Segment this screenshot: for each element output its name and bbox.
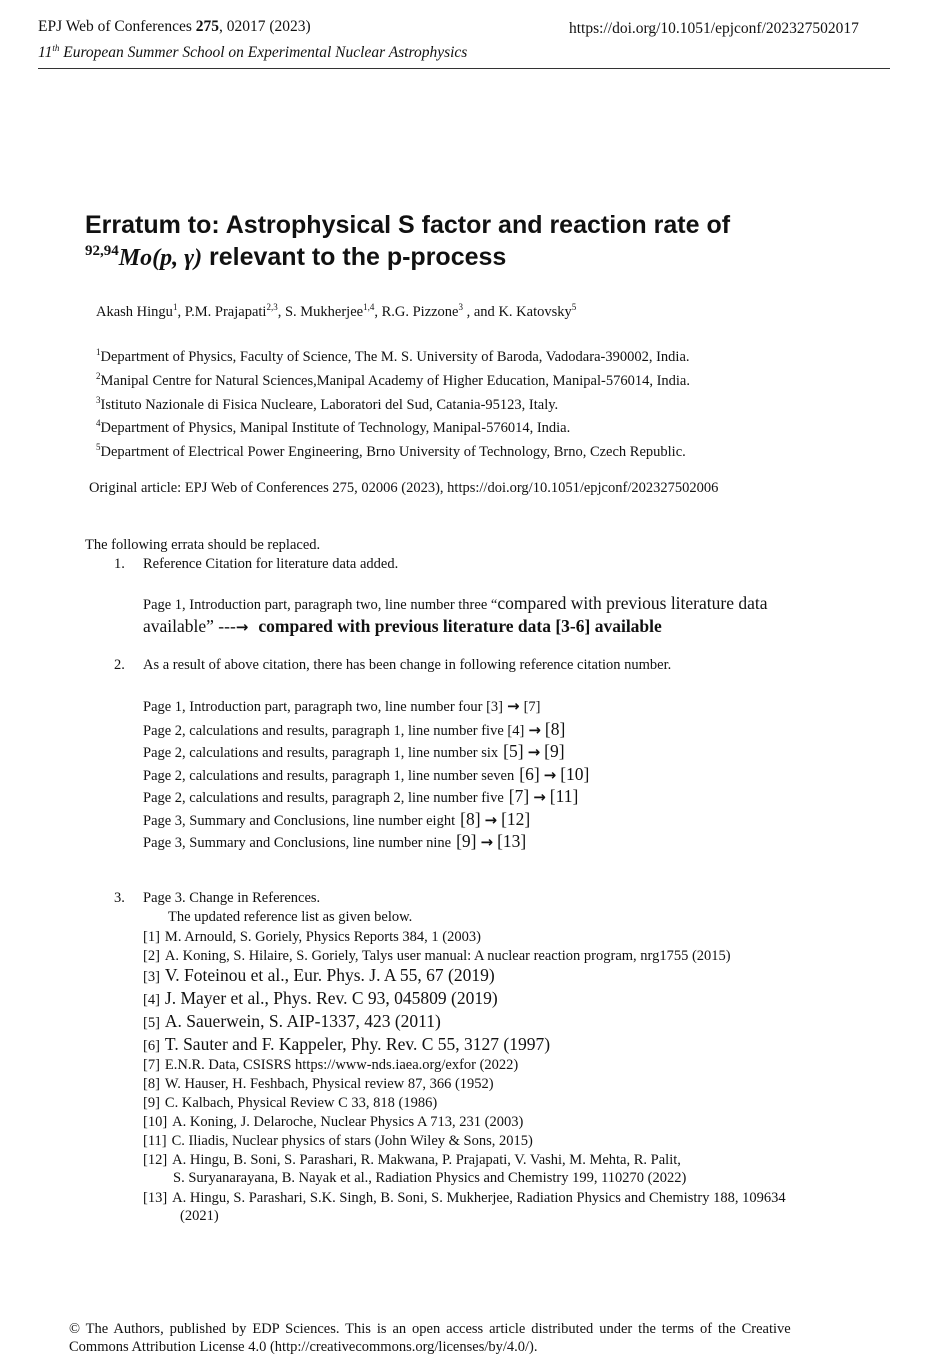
affiliation-text: Istituto Nazionale di Fisica Nucleare, Laboratori del Sud, Catania-95123, Italy. — [100, 396, 559, 413]
reference-label: [10] — [143, 1114, 168, 1130]
title-formula: Mo(p, γ) — [118, 245, 203, 271]
item-1-number: 1. — [114, 556, 125, 572]
change-description: Page 2, calculations and results, paragraph 1, line number six — [143, 745, 499, 761]
author-affiliation-mark: 1 — [172, 302, 178, 312]
author-name: S. Mukherjee — [284, 303, 364, 320]
change-description: Page 1, Introduction part, paragraph two, line number four [3] — [143, 699, 503, 715]
reference-item — [143, 988, 498, 1009]
reference-text: A. Hingu, B. Soni, S. Parashari, R. Makwana, P. Prajapati, V. Vashi, M. Mehta, R. Palit, — [172, 1152, 681, 1168]
school-rest: European Summer School on Experimental Nuclear Astrophysics — [59, 44, 468, 62]
affiliation-line — [96, 414, 690, 438]
arrow-right-icon: → — [543, 766, 557, 784]
reference-item — [143, 1132, 533, 1150]
header-rule — [38, 68, 890, 69]
change-description: Page 2, calculations and results, paragraph 1, line number seven — [143, 768, 515, 784]
old-citation: [6] — [519, 764, 540, 784]
item-2-number: 2. — [114, 657, 125, 673]
reference-label: [12] — [143, 1152, 168, 1168]
reference-text: J. Mayer et al., Phys. Rev. C 93, 045809 (2019) — [164, 988, 498, 1008]
new-citation: [10] — [560, 764, 590, 784]
reference-item — [143, 947, 731, 965]
citation-change-row — [143, 786, 578, 807]
reference-text: A. Koning, S. Hilaire, S. Goriely, Talys user manual: A nuclear reaction program, nrg1755 (2015) — [164, 948, 731, 964]
old-citation: [7] — [508, 786, 530, 806]
journal-citation — [38, 18, 311, 36]
affiliation-line — [96, 343, 690, 367]
reference-label: [11] — [143, 1133, 167, 1149]
change-description: Page 2, calculations and results, paragraph 2, line number five — [143, 790, 504, 806]
reference-item — [143, 1056, 518, 1074]
author-affiliation-mark: 5 — [571, 302, 577, 312]
change-description: Page 3, Summary and Conclusions, line number nine — [143, 835, 452, 851]
reference-text: C. Iliadis, Nuclear physics of stars (John Wiley & Sons, 2015) — [171, 1133, 533, 1149]
citation-change-row — [143, 764, 589, 785]
affiliation-number: 2 — [96, 370, 101, 381]
reference-continuation: (2021) — [180, 1208, 219, 1224]
item-1-text: Reference Citation for literature data added. — [143, 556, 399, 572]
affiliation-text: Department of Physics, Manipal Institute of Technology, Manipal-576014, India. — [100, 420, 571, 437]
reference-item — [143, 1011, 441, 1032]
affiliation-text: Department of Physics, Faculty of Science, The M. S. University of Baroda, Vadodara-390002, India. — [100, 348, 690, 365]
item-1-quote-a: compared with previous literature data — [497, 593, 768, 613]
reference-label: [8] — [143, 1076, 160, 1092]
journal-suffix: , 02017 (2023) — [218, 18, 311, 35]
reference-item — [143, 1034, 550, 1055]
reference-text: V. Foteinou et al., Eur. Phys. J. A 55, 67 (2019) — [164, 965, 495, 985]
reference-label: [3] — [143, 969, 160, 985]
citation-change-row — [143, 741, 565, 762]
item-3-subtext: The updated reference list as given below. — [168, 909, 413, 925]
change-description: Page 2, calculations and results, paragraph 1, line number five [4] — [143, 723, 525, 739]
item-1-quote-b: available” --- — [143, 616, 236, 636]
new-citation: [12] — [501, 809, 531, 829]
item-1-page-ref: Page 1, Introduction part, paragraph two, line number three “ — [143, 597, 498, 613]
reference-item — [143, 1151, 681, 1169]
reference-text: W. Hauser, H. Feshbach, Physical review 87, 366 (1952) — [164, 1076, 494, 1092]
school-number: 11 — [38, 44, 53, 62]
reference-label: [6] — [143, 1038, 160, 1054]
reference-text: T. Sauter and F. Kappeler, Phy. Rev. C 55, 3127 (1997) — [164, 1034, 551, 1054]
new-citation: [9] — [544, 741, 565, 761]
old-citation: [5] — [503, 741, 524, 761]
reference-label: [7] — [143, 1057, 160, 1073]
citation-change-row — [143, 831, 526, 852]
reference-item — [143, 965, 495, 986]
author-separator: , and — [463, 303, 499, 320]
reference-label: [5] — [143, 1015, 160, 1031]
author-separator: , — [177, 303, 185, 320]
reference-text: A. Sauerwein, S. AIP-1337, 423 (2011) — [164, 1011, 441, 1031]
author-name: P.M. Prajapati — [184, 303, 267, 320]
affiliation-text: Department of Electrical Power Engineering, Brno University of Technology, Brno, Czech Republic. — [100, 444, 686, 461]
affiliation-text: Manipal Centre for Natural Sciences,Manipal Academy of Higher Education, Manipal-576014, India. — [100, 372, 690, 389]
arrow-right-icon: → — [484, 811, 498, 829]
reference-text: M. Arnould, S. Goriely, Physics Reports 384, 1 (2003) — [164, 929, 481, 945]
reference-text: A. Koning, J. Delaroche, Nuclear Physics A 713, 231 (2003) — [172, 1114, 524, 1130]
reference-continuation: S. Suryanarayana, B. Nayak et al., Radiation Physics and Chemistry 199, 110270 (2022) — [173, 1170, 687, 1186]
reference-item — [143, 928, 481, 946]
author-name: R.G. Pizzone — [381, 303, 459, 320]
new-citation: [13] — [497, 831, 527, 851]
reference-label: [9] — [143, 1095, 160, 1111]
arrow-right-icon: → — [527, 743, 541, 761]
title-line-1: Erratum to: Astrophysical S factor and reaction rate of — [85, 211, 731, 239]
errata-intro: The following errata should be replaced. — [85, 537, 321, 553]
affiliation-number: 1 — [96, 347, 101, 357]
new-citation: [7] — [523, 699, 541, 715]
affiliation-line — [96, 367, 690, 391]
affiliation-line — [96, 438, 690, 462]
citation-change-row — [143, 809, 530, 830]
arrow-right-icon: → — [506, 697, 520, 715]
reference-label: [13] — [143, 1190, 168, 1206]
reference-item — [143, 1075, 494, 1093]
reference-item — [143, 1189, 786, 1207]
author-name: Akash Hingu — [96, 303, 173, 320]
license-line-1: © The Authors, published by EDP Sciences. This is an open access article distributed under the terms of the Creative — [69, 1321, 791, 1337]
item-1-line-b — [143, 616, 662, 637]
arrow-right-icon: → — [480, 833, 494, 851]
journal-prefix: EPJ Web of Conferences — [38, 18, 196, 35]
doi-link[interactable]: https://doi.org/10.1051/epjconf/202327502017 — [569, 20, 859, 37]
reference-text: C. Kalbach, Physical Review C 33, 818 (1986) — [164, 1095, 438, 1111]
author-affiliation-mark: 1,4 — [363, 302, 375, 312]
new-citation: [8] — [544, 719, 566, 739]
affiliation-number: 4 — [96, 418, 101, 429]
item-2-text: As a result of above citation, there has been change in following reference citation number. — [143, 657, 672, 673]
author-separator: , — [277, 303, 285, 320]
original-article: Original article: EPJ Web of Conferences 275, 02006 (2023), https://doi.org/10.1051/epjconf/202327502006 — [89, 480, 719, 496]
title-isotope: 92,94 — [85, 243, 119, 259]
title-rest: relevant to the p-process — [202, 243, 507, 271]
citation-change-row — [143, 697, 540, 716]
arrow-right-icon: → — [235, 618, 249, 636]
license-line-2: Commons Attribution License 4.0 (http://creativecommons.org/licenses/by/4.0/). — [69, 1339, 538, 1355]
school-sup: th — [52, 43, 60, 53]
arrow-right-icon: → — [533, 788, 546, 806]
item-1-line-a — [143, 593, 768, 614]
affiliation-number: 5 — [96, 442, 101, 453]
reference-label: [4] — [143, 992, 160, 1008]
reference-item — [143, 1113, 523, 1131]
old-citation: [9] — [456, 831, 477, 851]
item-3-text: Page 3. Change in References. — [143, 890, 321, 906]
author-affiliation-mark: 3 — [458, 302, 463, 312]
school-name — [38, 43, 467, 62]
reference-label: [2] — [143, 948, 160, 964]
citation-change-row — [143, 719, 565, 740]
reference-label: [1] — [143, 929, 160, 945]
reference-text: A. Hingu, S. Parashari, S.K. Singh, B. Soni, S. Mukherjee, Radiation Physics and Chemistry 188, 109634 — [172, 1190, 786, 1206]
affiliations — [96, 343, 690, 462]
journal-volume: 275 — [195, 18, 219, 35]
reference-item — [143, 1094, 437, 1112]
affiliation-number: 3 — [96, 394, 101, 405]
old-citation: [8] — [460, 809, 481, 829]
arrow-right-icon: → — [528, 721, 541, 739]
item-1-replacement: compared with previous literature data [3-6] available — [258, 616, 662, 636]
title-line-2 — [85, 243, 506, 272]
author-separator: , — [374, 303, 382, 320]
affiliation-line — [96, 391, 690, 415]
author-name: K. Katovsky — [498, 303, 572, 320]
change-description: Page 3, Summary and Conclusions, line number eight — [143, 813, 456, 829]
item-3-number: 3. — [114, 890, 125, 906]
new-citation: [11] — [549, 786, 579, 806]
author-list — [96, 302, 576, 321]
reference-text: E.N.R. Data, CSISRS https://www-nds.iaea.org/exfor (2022) — [164, 1057, 519, 1073]
author-affiliation-mark: 2,3 — [266, 302, 278, 312]
